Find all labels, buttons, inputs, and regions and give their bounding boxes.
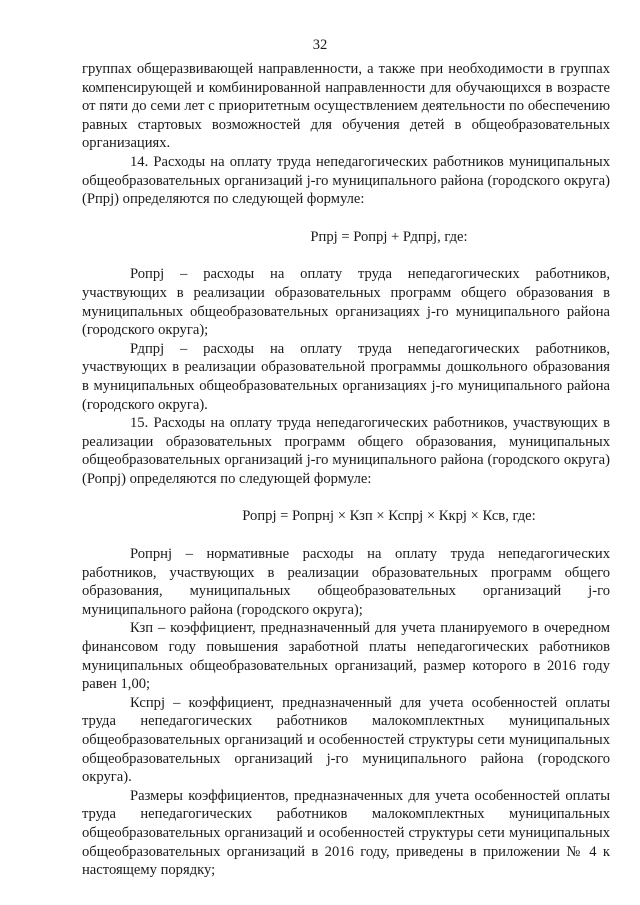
paragraph-14: 14. Расходы на оплату труда непедагогических работников муниципальных общеобразовательных организаций j-го муниципального района (городского округа) (Рпрj) определяются по следующей формуле: [82, 153, 610, 208]
paragraph-15: 15. Расходы на оплату труда непедагогических работников, участвующих в реализации образовательных программ общего образования, муниципальных общеобразовательных организаций j-го муниципального района (городского округа) (Ропрj) определяются по следующей формуле: [82, 415, 610, 487]
paragraph-coefficients: Размеры коэффициентов, предназначенных для учета особенностей оплаты труда непедагогических работников малокомплектных муниципальных общеобразовательных организаций и особенностей структуры сети муниципальных общеобразовательных организаций в 2016 году, приведены в приложении № 4 к настоящему порядку; [82, 787, 610, 879]
definition-ksprj: Кспрj – коэффициент, предназначенный для учета особенностей оплаты труда непедагогических работников малокомплектных муниципальных общеобразовательных организаций и особенностей структуры сети муниципальных общеобразовательных организаций j-го муниципального района (городского округа). [82, 694, 610, 786]
document-body [82, 60, 610, 880]
definition-roprnj: Ропрнj – нормативные расходы на оплату труда непедагогических работников, участвующих в реализации образовательных программ общего образования, муниципальных общеобразовательных организаций j-го муниципального района (городского округа); [82, 546, 610, 618]
page-number: 32 [312, 37, 328, 53]
paragraph-continuation: группах общеразвивающей направленности, а также при необходимости в группах компенсирующей и комбинированной направленности для обучающихся в возрасте от пяти до семи лет с приоритетным осуществлением деятельности по обеспечению равных стартовых возможностей для обучения детей в общеобразовательных организациях. [82, 61, 610, 152]
definition-kzp: Кзп – коэффициент, предназначенный для учета планируемого в очередном финансовом году повышения заработной платы непедагогических работников муниципальных общеобразовательных организаций, размер которого в 2016 году равен 1,00; [82, 620, 610, 693]
definition-roprj: Ропрj – расходы на оплату труда непедагогических работников, участвующих в реализации образовательных программ общего образования в муниципальных общеобразовательных организациях j-го муниципального района (городского округа); [82, 266, 610, 339]
definition-rdprj: Рдпрj – расходы на оплату труда непедагогических работников, участвующих в реализации образовательной программы дошкольного образования в муниципальных общеобразовательных организациях j-го муниципального района (городского округа). [82, 340, 610, 413]
formula-rprj: Рпрj = Ропрj + Рдпрj, где: [310, 228, 468, 245]
formula-roprj: Ропрj = Ропрнj × Кзп × Кспрj × Ккрj × Ксв, где: [242, 508, 536, 525]
